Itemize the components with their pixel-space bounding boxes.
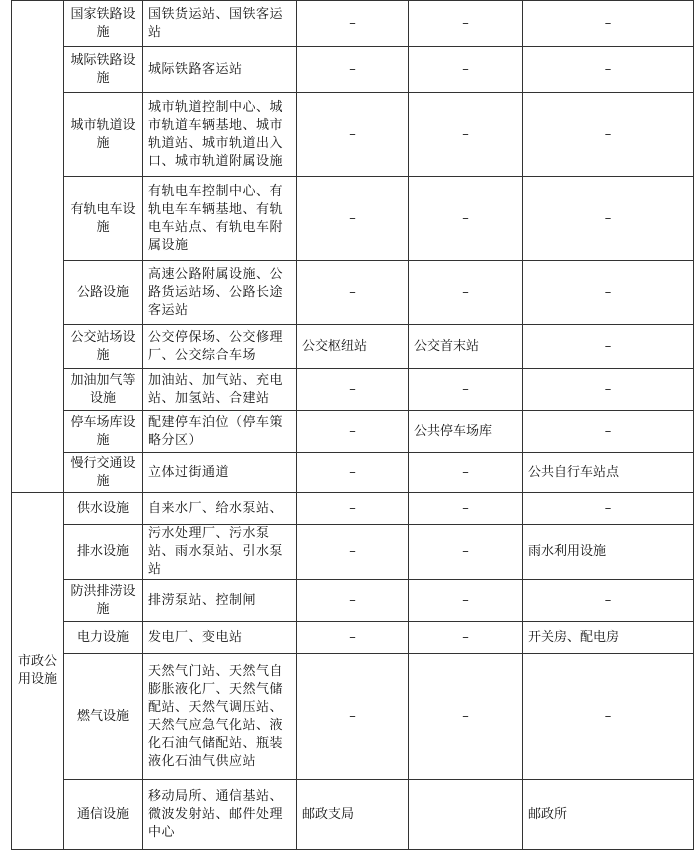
table-row [12, 525, 694, 580]
col4-cell: – [409, 369, 523, 411]
facilities-cell: 加油站、加气站、充电站、加氢站、合建站 [143, 369, 297, 411]
table-row [12, 411, 694, 453]
col3-cell: 公交枢纽站 [297, 325, 409, 369]
col5-cell: – [523, 411, 694, 453]
col5-cell: – [523, 580, 694, 622]
table-row [12, 47, 694, 93]
subcategory-cell: 供水设施 [64, 493, 143, 525]
subcategory-cell: 慢行交通设施 [64, 453, 143, 493]
col3-cell: – [297, 261, 409, 325]
col3-cell: – [297, 654, 409, 780]
category-cell-transport [12, 1, 64, 493]
table-row [12, 654, 694, 780]
col4-cell: 公交首末站 [409, 325, 523, 369]
col5-cell: – [523, 325, 694, 369]
col5-cell: – [523, 177, 694, 261]
facilities-cell: 配建停车泊位（停车策略分区） [143, 411, 297, 453]
facilities-cell: 有轨电车控制中心、有轨电车车辆基地、有轨电车站点、有轨电车附属设施 [143, 177, 297, 261]
facilities-cell: 城际铁路客运站 [143, 47, 297, 93]
col4-cell: – [409, 493, 523, 525]
table-row [12, 93, 694, 177]
col3-cell: – [297, 580, 409, 622]
col4-cell: – [409, 261, 523, 325]
col5-cell: – [523, 1, 694, 47]
col3-cell: – [297, 93, 409, 177]
facilities-cell: 发电厂、变电站 [143, 622, 297, 654]
subcategory-cell: 停车场库设施 [64, 411, 143, 453]
col5-cell: 开关房、配电房 [523, 622, 694, 654]
table-row [12, 493, 694, 525]
col4-cell: 公共停车场库 [409, 411, 523, 453]
col4-cell: – [409, 1, 523, 47]
table-row [12, 177, 694, 261]
facility-table [11, 0, 694, 850]
col3-cell: – [297, 493, 409, 525]
facilities-cell: 移动局所、通信基站、微波发射站、邮件处理中心 [143, 780, 297, 850]
col4-cell: – [409, 580, 523, 622]
subcategory-cell: 加油加气等设施 [64, 369, 143, 411]
subcategory-cell: 城际铁路设施 [64, 47, 143, 93]
subcategory-cell: 通信设施 [64, 780, 143, 850]
facilities-cell: 立体过街通道 [143, 453, 297, 493]
col4-cell: – [409, 453, 523, 493]
facilities-cell: 天然气门站、天然气自膨胀液化厂、天然气储配站、天然气调压站、天然气应急气化站、液化石油气储配站、瓶装液化石油气供应站 [143, 654, 297, 780]
subcategory-cell: 有轨电车设施 [64, 177, 143, 261]
col5-cell: – [523, 493, 694, 525]
facilities-cell: 自来水厂、给水泵站、 [143, 493, 297, 525]
col3-cell: – [297, 622, 409, 654]
facilities-cell: 公交停保场、公交修理厂、公交综合车场 [143, 325, 297, 369]
col3-cell: – [297, 47, 409, 93]
subcategory-cell: 公路设施 [64, 261, 143, 325]
facilities-cell: 污水处理厂、污水泵站、雨水泵站、引水泵站 [143, 525, 297, 580]
facilities-cell: 城市轨道控制中心、城市轨道车辆基地、城市轨道站、城市轨道出入口、城市轨道附属设施 [143, 93, 297, 177]
subcategory-cell: 国家铁路设施 [64, 1, 143, 47]
table-row [12, 780, 694, 850]
facilities-cell: 排涝泵站、控制闸 [143, 580, 297, 622]
subcategory-cell: 排水设施 [64, 525, 143, 580]
col3-cell: – [297, 453, 409, 493]
col4-cell: – [409, 525, 523, 580]
col4-cell: – [409, 654, 523, 780]
subcategory-cell: 电力设施 [64, 622, 143, 654]
category-cell: 市政公用设施 [12, 493, 64, 850]
col5-cell: 邮政所 [523, 780, 694, 850]
table-row [12, 1, 694, 47]
col5-cell: 雨水利用设施 [523, 525, 694, 580]
col4-cell: – [409, 47, 523, 93]
col5-cell: – [523, 261, 694, 325]
col4-cell [409, 780, 523, 850]
facilities-cell: 高速公路附属设施、公路货运站场、公路长途客运站 [143, 261, 297, 325]
col4-cell: – [409, 177, 523, 261]
col3-cell: 邮政支局 [297, 780, 409, 850]
col3-cell: – [297, 525, 409, 580]
col3-cell: – [297, 369, 409, 411]
col3-cell: – [297, 411, 409, 453]
subcategory-cell: 公交站场设施 [64, 325, 143, 369]
table-row [12, 261, 694, 325]
facilities-cell: 国铁货运站、国铁客运站 [143, 1, 297, 47]
subcategory-cell: 防洪排涝设施 [64, 580, 143, 622]
col5-cell: – [523, 93, 694, 177]
col5-cell: 公共自行车站点 [523, 453, 694, 493]
col3-cell: – [297, 177, 409, 261]
col5-cell: – [523, 369, 694, 411]
table-row [12, 369, 694, 411]
table-row [12, 325, 694, 369]
subcategory-cell: 燃气设施 [64, 654, 143, 780]
col5-cell: – [523, 654, 694, 780]
subcategory-cell: 城市轨道设施 [64, 93, 143, 177]
table-row [12, 622, 694, 654]
col3-cell: – [297, 1, 409, 47]
col5-cell: – [523, 47, 694, 93]
table-row [12, 580, 694, 622]
col4-cell: – [409, 93, 523, 177]
table-row [12, 453, 694, 493]
col4-cell: – [409, 622, 523, 654]
